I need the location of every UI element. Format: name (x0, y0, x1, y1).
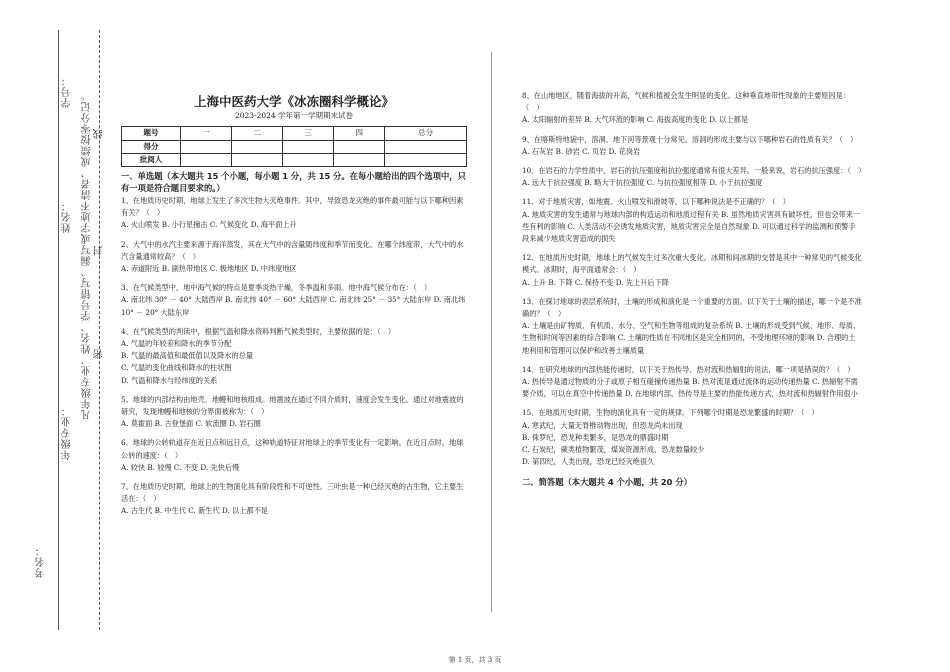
question-item (121, 394, 467, 431)
grader-row-label: 批阅人 (122, 153, 181, 166)
question-list-left (121, 195, 467, 518)
score-cell[interactable] (232, 140, 283, 153)
score-header-cell: 总分 (385, 127, 467, 140)
question-options: C. 石炭纪，蕨类植物繁茂，煤炭资源形成，恐龙数量较少 (522, 445, 705, 455)
line-label-top: 线 (94, 128, 105, 139)
question-options: A. 赤道附近 B. 副热带地区 C. 极地地区 D. 中纬度地区 (121, 264, 297, 274)
page-footer: 第 1 页，共 3 页 (448, 656, 502, 664)
question-item (522, 196, 862, 245)
question-item (121, 195, 467, 232)
score-table (121, 126, 467, 167)
score-header-cell: 四 (334, 127, 385, 140)
grader-cell[interactable] (283, 153, 334, 166)
grader-table-row (122, 153, 467, 166)
question-stem: 13、在探讨地球的表层系统时，土壤的形成和演化是一个重要的方面。以下关于土壤的描述，哪一个是不准确的？（ ） (522, 296, 862, 319)
question-options: A. 地质灾害的发生通常与地球内部的构造运动和地质过程有关 B. 虽然地质灾害具有破坏性，但也会带来一些有利的影响 C. 人类活动不会诱发地质灾害，地质灾害完全是自然现象 D. 可以通过科学的监测和预警手段来减少地质灾害造成的损失 (522, 209, 861, 244)
score-cell[interactable] (334, 140, 385, 153)
question-options: A. 土壤是由矿物质、有机质、水分、空气和生物等组成的复杂系统 B. 土壤的形成受到气候、地形、母质、生物和时间等因素的综合影响 C. 土壤的性质在不同地区是完全相同的，不受地理环境的影响 D. 合理的土地利用和管理可以保护和改善土壤质量 (522, 321, 861, 355)
question-item (522, 134, 862, 158)
score-row-label: 得分 (122, 140, 181, 153)
score-cell[interactable] (283, 140, 334, 153)
grader-cell[interactable] (232, 153, 283, 166)
score-table-header (122, 127, 467, 140)
field-name: 姓名： (62, 200, 73, 233)
section-heading-2: 二、简答题（本大题共 4 个小题，共 20 分） (522, 477, 692, 488)
question-options: B. 气温的最高值和最低值以及降水的总量 (121, 351, 254, 361)
section-heading-1: 一、单选题（本大题共 15 个小题，每小题 1 分，共 15 分。在每小题给出的四个选项中，只有一项是符合题目要求的。） (121, 171, 466, 194)
right-column (522, 90, 866, 489)
question-options: A. 莫霍面 B. 古登堡面 C. 软流圈 D. 岩石圈 (121, 419, 261, 429)
score-table-row (122, 140, 467, 153)
score-cell[interactable] (181, 140, 232, 153)
question-options: A. 石灰岩 B. 砂岩 C. 页岩 D. 花岗岩 (522, 146, 641, 156)
binding-line-outer (58, 30, 59, 630)
question-options: A. 寒武纪，大量无脊椎动物出现，但恐龙尚未出现 (522, 420, 683, 430)
seal-instruction: 凡年级专业、姓名、学号错写、漏写或字迹不清者，成绩按零分记。 (82, 90, 93, 420)
question-options: C. 气温的变化曲线和降水的柱状图 (121, 363, 232, 373)
exam-subtitle: 2023-2024 学年第一学期期末试卷 (234, 111, 354, 121)
grader-cell[interactable] (181, 153, 232, 166)
question-stem: 3、在气候类型中，地中海气候的特点是夏季炎热干燥，冬季温和多雨。地中海气候分布在：（ ） (121, 283, 432, 293)
question-stem: 8、在山地地区，随着海拔的升高，气候和植被会发生明显的变化。这种垂直地带性现象的主要原因是：（ ） (522, 91, 851, 113)
question-item (121, 481, 467, 518)
question-stem: 11、对于地质灾害，如地震、火山喷发和滑坡等，以下哪种说法是不正确的？（ ） (522, 197, 790, 207)
score-cell[interactable] (385, 140, 467, 153)
question-item (522, 407, 862, 468)
question-item (121, 437, 467, 474)
grader-cell[interactable] (334, 153, 385, 166)
binding-margin (0, 0, 112, 672)
score-header-cell: 二 (232, 127, 283, 140)
question-item (522, 252, 862, 289)
question-options: D. 第四纪，人类出现，恐龙已经灭绝很久 (522, 457, 655, 467)
score-header-cell: 一 (181, 127, 232, 140)
question-options: A. 热传导是通过物质的分子或原子相互碰撞传递热量 B. 热对流是通过流体的运动传递热量 C. 热辐射不需要介质，可以在真空中传递热量 D. 在地球内部，热传导是主要的热能传递方式，热对流和热辐射作用很小 (522, 377, 858, 399)
question-item (522, 165, 866, 189)
question-stem: 10、在岩石的力学性质中，岩石的抗压强度和抗拉强度通常有很大差异。一般来说，岩石的抗压强度：（ ） (522, 166, 866, 176)
question-item (522, 296, 862, 357)
field-major: 年级专业： (62, 405, 73, 460)
question-options: A. 古生代 B. 中生代 C. 新生代 D. 以上都不是 (121, 506, 268, 516)
column-divider (491, 52, 492, 612)
question-stem: 12、在地质历史时期，地球上的气候发生过多次重大变化。冰期和间冰期的交替是其中一种常见的气候变化模式。冰期时，海平面通常会：（ ） (522, 253, 862, 275)
left-column (121, 86, 467, 525)
question-stem: 1、在地质历史时期，地球上发生了多次生物大灭绝事件。其中，导致恐龙灭绝的事件最可能与以下哪种因素有关？（ ） (121, 196, 464, 218)
score-header-cell: 三 (283, 127, 334, 140)
question-options: A. 火山喷发 B. 小行星撞击 C. 气候变化 D. 海平面上升 (121, 220, 297, 230)
question-options: A. 南北纬 30° － 40° 大陆西岸 B. 南北纬 40° － 60° 大陆西岸 C. 南北纬 25° － 35° 大陆东岸 D. 南北纬 10° － 20° 大陆东岸 (121, 295, 466, 317)
question-stem: 9、在喀斯特地貌中，溶洞、地下河等景观十分常见。溶洞的形成主要与以下哪种岩石的性质有关？（ ） (522, 134, 858, 144)
question-item (121, 282, 467, 319)
question-item (522, 90, 862, 127)
question-stem: 14、在研究地球的内部热能传递时，以下关于热传导、热对流和热辐射的说法，哪一项是错误的？（ ） (522, 364, 855, 374)
question-stem: 5、地球的内部结构由地壳、地幔和地核组成。地震波在通过不同介质时，速度会发生变化。通过对地震波的研究，发现地幔和地核的分界面被称为：（ ） (121, 394, 464, 417)
line-label-bot: 密 (94, 348, 105, 359)
field-exam-room: 考名： (36, 545, 47, 578)
question-list-right (522, 90, 866, 468)
question-options: A. 较快 B. 较慢 C. 不变 D. 先快后慢 (121, 462, 240, 472)
line-label-mid: 封 (94, 245, 105, 256)
question-stem: 6、地球的公转轨道存在近日点和远日点，这种轨道特征对地球上的季节变化有一定影响。在近日点时，地球公转的速度：（ ） (121, 438, 464, 460)
exam-title: 上海中医药大学《冰冻圈科学概论》 (193, 94, 394, 109)
score-header-cell: 题号 (122, 127, 181, 140)
binding-line-inner (99, 30, 100, 630)
question-options: B. 侏罗纪，恐龙种类繁多，是恐龙的鼎盛时期 (522, 432, 669, 442)
question-item (121, 239, 467, 276)
question-options: A. 太阳辐射的差异 B. 大气环流的影响 C. 海拔高度的变化 D. 以上都是 (522, 115, 749, 125)
question-item (522, 364, 862, 401)
question-stem: 4、在气候类型的判读中，根据气温和降水资料判断气候类型时，主要依据的是：（ ） (121, 326, 396, 336)
question-options: D. 气温和降水与经纬度的关系 (121, 375, 218, 385)
grader-cell[interactable] (385, 153, 467, 166)
question-stem: 7、在地质历史时期，地球上的生物演化具有阶段性和不可逆性。三叶虫是一种已经灭绝的古生物，它主要生活在：（ ） (121, 482, 464, 504)
question-stem: 15、在地质历史时期，生物的演化具有一定的规律。下列哪个时期是恐龙繁盛的时期？（ ） (522, 408, 819, 418)
question-options: A. 远大于抗拉强度 B. 略大于抗拉强度 C. 与抗拉强度相等 D. 小于抗拉强度 (522, 178, 763, 188)
question-stem: 2、大气中的水汽主要来源于海洋蒸发，其在大气中的含量随纬度和季节而变化。在哪个纬度带，大气中的水汽含量通常较高？（ ） (121, 239, 464, 261)
field-student-id: 学号： (62, 75, 73, 108)
question-options: A. 上升 B. 下降 C. 保持不变 D. 先上升后下降 (522, 277, 669, 287)
question-options: A. 气温的年较差和降水的季节分配 (121, 339, 232, 349)
question-item (121, 326, 467, 387)
